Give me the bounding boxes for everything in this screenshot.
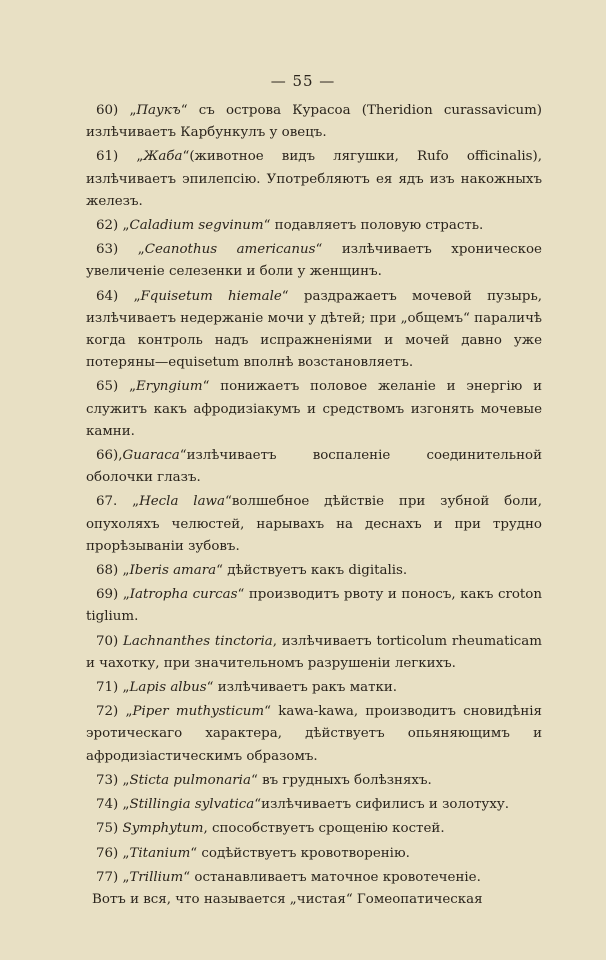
close-quote: “ bbox=[182, 149, 190, 165]
remedy-entry-66 bbox=[86, 445, 542, 489]
remedy-name: Eryngium bbox=[136, 379, 203, 395]
close-quote: “ bbox=[202, 379, 210, 395]
entry-text: въ грудныхъ болѣзняхъ. bbox=[257, 772, 432, 788]
open-quote: „ bbox=[122, 563, 130, 579]
entry-number: 64) bbox=[96, 288, 119, 304]
entry-text: останавливаетъ маточное кровотеченіе. bbox=[190, 869, 481, 885]
entry-number: 60) bbox=[96, 103, 119, 118]
page-body bbox=[86, 100, 542, 911]
entry-number: 74) bbox=[96, 797, 119, 813]
remedy-entry-68 bbox=[86, 560, 542, 582]
entry-text: подавляетъ половую страсть. bbox=[270, 218, 484, 234]
remedy-entry-64 bbox=[86, 286, 542, 375]
open-quote: „ bbox=[136, 149, 144, 165]
entry-number: 73) bbox=[96, 772, 119, 788]
open-quote: „ bbox=[125, 704, 133, 720]
remedy-name: Iatropha curcas bbox=[129, 587, 238, 603]
remedy-name: Жаба bbox=[143, 149, 183, 165]
close-quote: “ bbox=[216, 563, 223, 579]
remedy-name: Titanium bbox=[129, 845, 191, 861]
remedy-name: Trillium bbox=[129, 869, 184, 885]
remedy-entry-70 bbox=[86, 631, 542, 675]
entry-number: 61) bbox=[96, 149, 119, 165]
entry-number: 70) bbox=[96, 633, 119, 649]
open-quote: „ bbox=[129, 379, 137, 395]
remedy-name: Ceanothus americanus bbox=[144, 242, 316, 258]
remedy-entry-67 bbox=[86, 491, 542, 558]
remedy-entry-76 bbox=[86, 843, 542, 865]
open-quote: „ bbox=[133, 288, 141, 304]
remedy-entry-60 bbox=[86, 100, 542, 144]
entry-number: 75) bbox=[96, 821, 119, 837]
open-quote: „ bbox=[122, 797, 130, 813]
close-quote: “ bbox=[180, 103, 188, 118]
open-quote: „ bbox=[122, 772, 130, 788]
close-quote: , bbox=[272, 633, 277, 649]
remedy-entry-75 bbox=[86, 818, 542, 840]
entry-number: 72) bbox=[96, 704, 119, 720]
entry-number: 76) bbox=[96, 845, 119, 861]
remedy-name: Stillingia sylvatica bbox=[129, 797, 255, 813]
close-quote: “ bbox=[206, 680, 214, 696]
entry-number: 68) bbox=[96, 563, 119, 579]
entry-number: 62) bbox=[96, 218, 119, 234]
remedy-name: Sticta pulmonaria bbox=[129, 772, 251, 788]
entry-text: kawa-kawa, производитъ сновидѣнія эротическаго характера, дѣйствуетъ опьяняющимъ и афродизіастическимъ образомъ. bbox=[86, 704, 542, 764]
entry-number: 71) bbox=[96, 680, 119, 696]
remedy-entry-74 bbox=[86, 794, 542, 816]
remedy-name: Symphytum bbox=[122, 821, 204, 837]
close-quote: “ bbox=[250, 772, 258, 788]
close-quote: “ bbox=[179, 448, 187, 464]
close-quote: “ bbox=[237, 587, 245, 603]
open-quote: „ bbox=[122, 218, 130, 234]
remedy-name: Iberis amara bbox=[129, 563, 217, 579]
open-quote: „ bbox=[122, 869, 130, 885]
remedy-entry-63 bbox=[86, 239, 542, 283]
page-number: — 55 — bbox=[270, 72, 336, 90]
entry-text: способствуетъ срощенію костей. bbox=[207, 821, 445, 837]
remedy-name: Fquisetum hiemale bbox=[140, 288, 282, 304]
open-quote: „ bbox=[132, 494, 140, 510]
entry-text: съ острова Курасоа (Theridion curassavicum) излѣчиваетъ Карбункулъ у овецъ. bbox=[86, 103, 542, 141]
remedy-name: Lachnanthes tinctoria bbox=[123, 633, 273, 649]
closing-line: Вотъ и вся, что называется „чистая“ Гомеопатическая bbox=[92, 891, 483, 907]
remedy-name: Lapis albus bbox=[129, 680, 207, 696]
close-quote: “ bbox=[254, 797, 262, 813]
close-quote: “ bbox=[225, 494, 232, 510]
entry-number: 66), bbox=[96, 448, 123, 464]
remedy-name: Hecla lawa bbox=[139, 494, 225, 510]
entry-number: 77) bbox=[96, 869, 119, 885]
entry-text: раздражаетъ мочевой пузырь, излѣчиваетъ недержаніе мочи у дѣтей; при „общемъ“ параличѣ когда контроль надъ испражненіями и мочей давно уже потеряны—equisetum вполнѣ возстановляетъ. bbox=[86, 288, 542, 371]
entry-number: 65) bbox=[96, 379, 119, 395]
entry-text: излѣчиваетъ torticolum rheumaticam и чахотку, при значительномъ разрушеніи легкихъ. bbox=[86, 633, 542, 671]
entry-number: 67. bbox=[96, 494, 118, 510]
close-quote: “ bbox=[315, 242, 323, 258]
open-quote: „ bbox=[122, 845, 130, 861]
entry-text: излѣчиваетъ ракъ матки. bbox=[213, 680, 398, 696]
remedy-entry-65 bbox=[86, 376, 542, 443]
remedy-name: Caladium segvinum bbox=[129, 218, 264, 234]
entry-text: волшебное дѣйствіе при зубной боли, опухоляхъ челюстей, нарывахъ на деснахъ и при трудно прорѣзываніи зубовъ. bbox=[86, 494, 542, 554]
entry-text: излѣчиваетъ сифилисъ и золотуху. bbox=[261, 797, 510, 813]
close-quote: “ bbox=[264, 704, 271, 720]
remedy-entry-71 bbox=[86, 677, 542, 699]
entry-text: производитъ рвоту и поносъ, какъ croton tiglium. bbox=[86, 587, 542, 625]
entry-text: излѣчиваетъ хроническое увеличеніе селезенки и боли у женщинъ. bbox=[86, 242, 542, 280]
entry-text: содѣйствуетъ кровотворенію. bbox=[197, 845, 410, 861]
entry-text: (животное видъ лягушки, Rufo officinalis), излѣчиваетъ эпилепсію. Употребляютъ ея ядъ изъ накожныхъ железъ. bbox=[86, 149, 542, 209]
open-quote: „ bbox=[122, 680, 130, 696]
close-quote: “ bbox=[190, 845, 198, 861]
remedy-entry-61 bbox=[86, 146, 542, 213]
close-quote: , bbox=[203, 821, 208, 837]
remedy-name: Guaraca bbox=[122, 448, 180, 464]
remedy-entry-77 bbox=[86, 867, 542, 889]
close-quote: “ bbox=[281, 288, 289, 304]
entry-number: 63) bbox=[96, 242, 119, 258]
remedy-entry-72 bbox=[86, 701, 542, 768]
remedy-name: Piper muthysticum bbox=[132, 704, 265, 720]
remedy-entry-69 bbox=[86, 584, 542, 628]
remedy-entry-62 bbox=[86, 215, 542, 237]
close-quote: “ bbox=[183, 869, 191, 885]
entry-number: 69) bbox=[96, 587, 119, 603]
entry-text: излѣчиваетъ воспаленіе соединительной оболочки глазъ. bbox=[86, 448, 542, 486]
remedy-entry-73 bbox=[86, 770, 542, 792]
remedy-name: Паукъ bbox=[136, 103, 181, 118]
open-quote: „ bbox=[122, 587, 130, 603]
entry-text: дѣйствуетъ какъ digitalis. bbox=[222, 563, 408, 579]
open-quote: „ bbox=[137, 242, 145, 258]
close-quote: “ bbox=[263, 218, 271, 234]
open-quote: „ bbox=[129, 103, 137, 118]
entry-text: понижаетъ половое желаніе и энергію и служитъ какъ афродизіакумъ и средствомъ изгонять мочевые камни. bbox=[86, 379, 543, 439]
